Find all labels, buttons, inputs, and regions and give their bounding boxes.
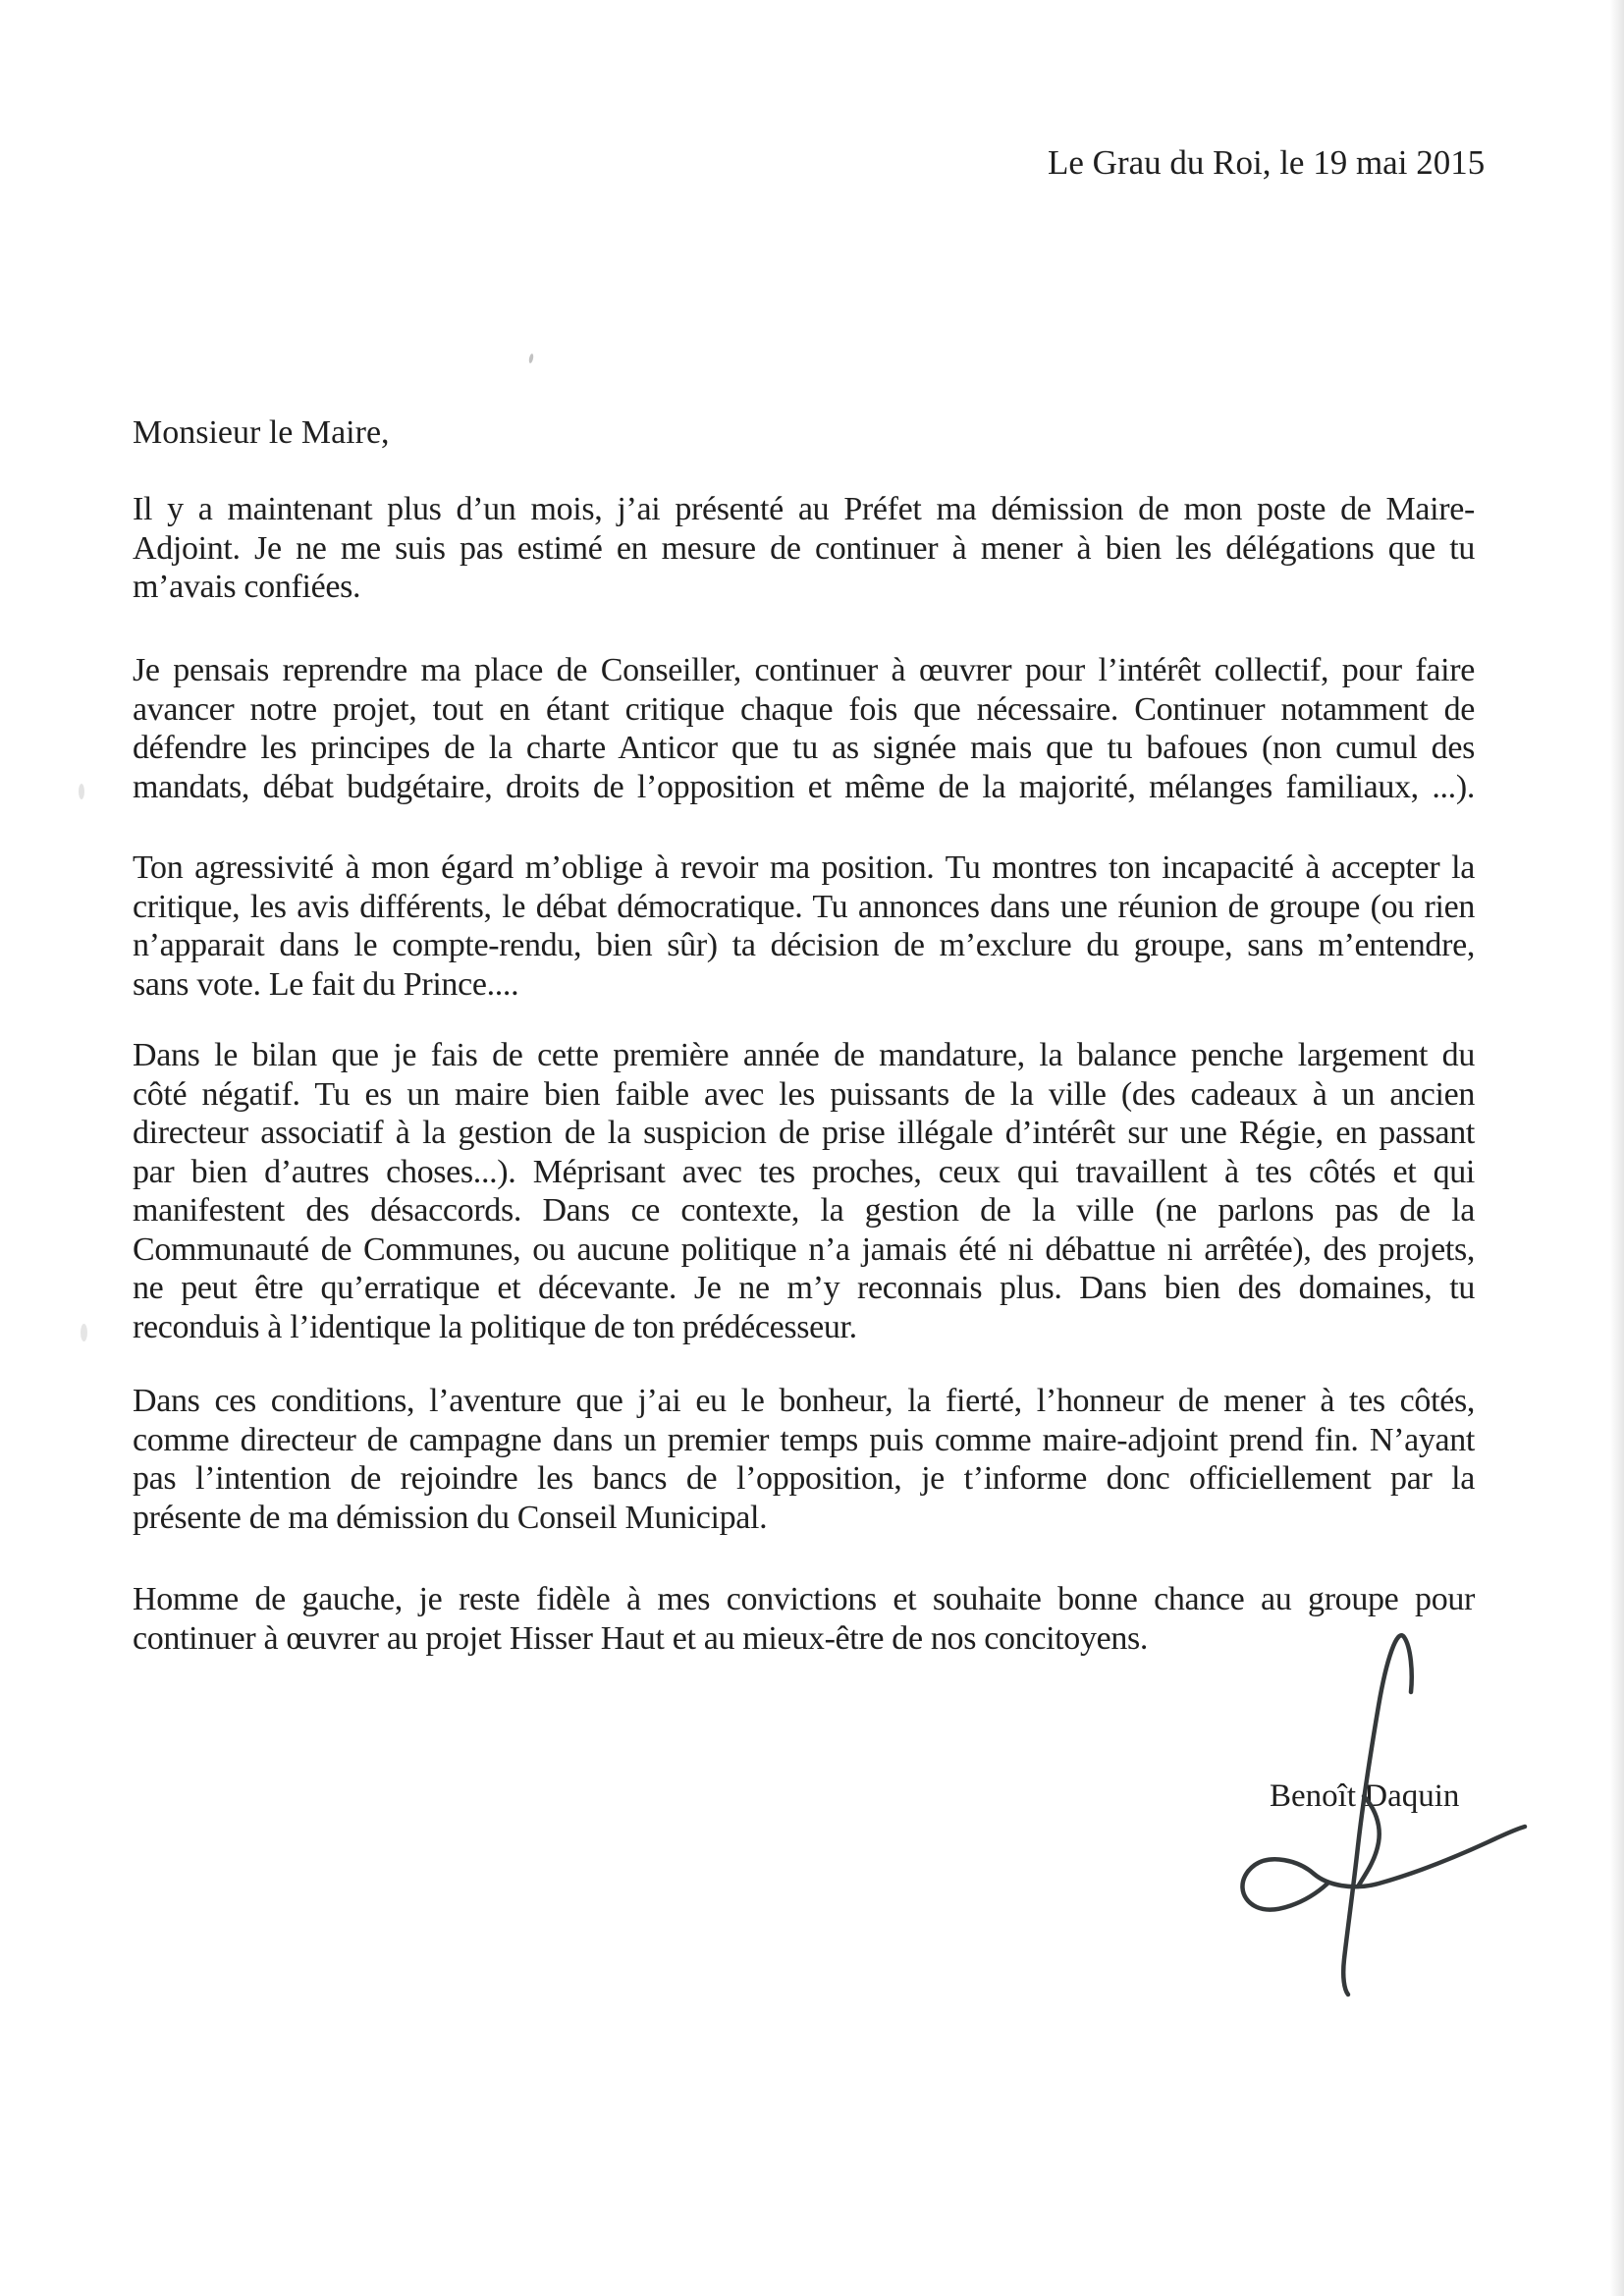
paragraph-line: Ton agressivité à mon égard m’oblige à revoir ma position. Tu montres ton incapacité à accepter la — [133, 849, 1475, 886]
paragraph-line: reconduis à l’identique la politique de ton prédécesseur. — [133, 1308, 857, 1345]
scan-edge-shadow — [1610, 0, 1624, 2296]
paragraph-line: Adjoint. Je ne me suis pas estimé en mesure de continuer à mener à bien les délégations que tu — [133, 529, 1475, 567]
scan-speck — [528, 354, 534, 364]
paragraph-line: avancer notre projet, tout en étant critique chaque fois que nécessaire. Continuer notamment de — [133, 690, 1475, 728]
paragraph-line: ne peut être qu’erratique et décevante. Je ne m’y reconnais plus. Dans bien des domaines, tu — [133, 1270, 1475, 1306]
paragraph-line: défendre les principes de la charte Anticor que tu as signée mais que tu bafoues (non cumul des — [133, 730, 1475, 766]
paragraph-line: comme directeur de campagne dans un premier temps puis comme maire-adjoint prend fin. N’ayant — [133, 1421, 1475, 1458]
paragraph-line: Homme de gauche, je reste fidèle à mes convictions et souhaite bonne chance au groupe pour — [133, 1581, 1475, 1617]
paragraph-5 — [133, 1382, 1475, 1537]
paragraph-line: critique, les avis différents, le débat démocratique. Tu annonces dans une réunion de groupe (ou rien — [133, 888, 1475, 925]
paragraph-4 — [133, 1036, 1475, 1346]
paragraph-line: Communauté de Communes, ou aucune politique n’a jamais été ni débattue ni arrêtée), des projets, — [133, 1230, 1475, 1268]
paragraph-line: présente de ma démission du Conseil Municipal. — [133, 1499, 768, 1536]
paragraph-line: Il y a maintenant plus d’un mois, j’ai présenté au Préfet ma démission de mon poste de Maire- — [133, 491, 1475, 527]
paragraph-line: sans vote. Le fait du Prince.... — [133, 965, 519, 1003]
salutation: Monsieur le Maire, — [133, 414, 390, 451]
paragraph-line: n’apparait dans le compte-rendu, bien sûr) ta décision de m’exclure du groupe, sans m’entendre, — [133, 927, 1475, 963]
paragraph-line: continuer à œuvrer au projet Hisser Haut et au mieux-être de nos concitoyens. — [133, 1619, 1149, 1657]
paragraph-line: manifestent des désaccords. Dans ce contexte, la gestion de la ville (ne parlons pas de la — [133, 1192, 1475, 1229]
paragraph-line: m’avais confiées. — [133, 569, 361, 605]
paragraph-3 — [133, 848, 1475, 1004]
paragraph-line: côté négatif. Tu es un maire bien faible avec les puissants de la ville (des cadeaux à un ancien — [133, 1075, 1475, 1113]
paragraph-line: par bien d’autres choses...). Méprisant avec tes proches, ceux qui travaillent à tes côtés et qui — [133, 1153, 1475, 1190]
paragraph-line: mandats, débat budgétaire, droits de l’opposition et même de la majorité, mélanges familiaux, ...). — [133, 768, 1475, 805]
paragraph-line: Je pensais reprendre ma place de Conseiller, continuer à œuvrer pour l’intérêt collectif, pour faire — [133, 652, 1475, 688]
date-line: Le Grau du Roi, le 19 mai 2015 — [1048, 143, 1486, 182]
scan-speck — [79, 784, 84, 799]
paragraph-line: directeur associatif à la gestion de la suspicion de prise illégale d’intérêt sur une Régie, en passant — [133, 1115, 1475, 1151]
paragraph-6 — [133, 1580, 1475, 1658]
paragraph-2 — [133, 651, 1475, 806]
signature-stroke-loop-and-sweep — [1242, 1827, 1525, 1910]
paragraph-line: Dans ces conditions, l’aventure que j’ai eu le bonheur, la fierté, l’honneur de mener à tes côtés, — [133, 1383, 1475, 1419]
signature-stroke-descender — [1343, 1635, 1412, 1995]
paragraph-1 — [133, 490, 1475, 607]
scan-speck — [81, 1324, 87, 1341]
paragraph-line: pas l’intention de rejoindre les bancs de l’opposition, je t’informe donc officiellement par la — [133, 1460, 1475, 1497]
paragraph-line: Dans le bilan que je fais de cette première année de mandature, la balance penche largement du — [133, 1037, 1475, 1073]
signature-name: Benoît Daquin — [1270, 1778, 1460, 1814]
